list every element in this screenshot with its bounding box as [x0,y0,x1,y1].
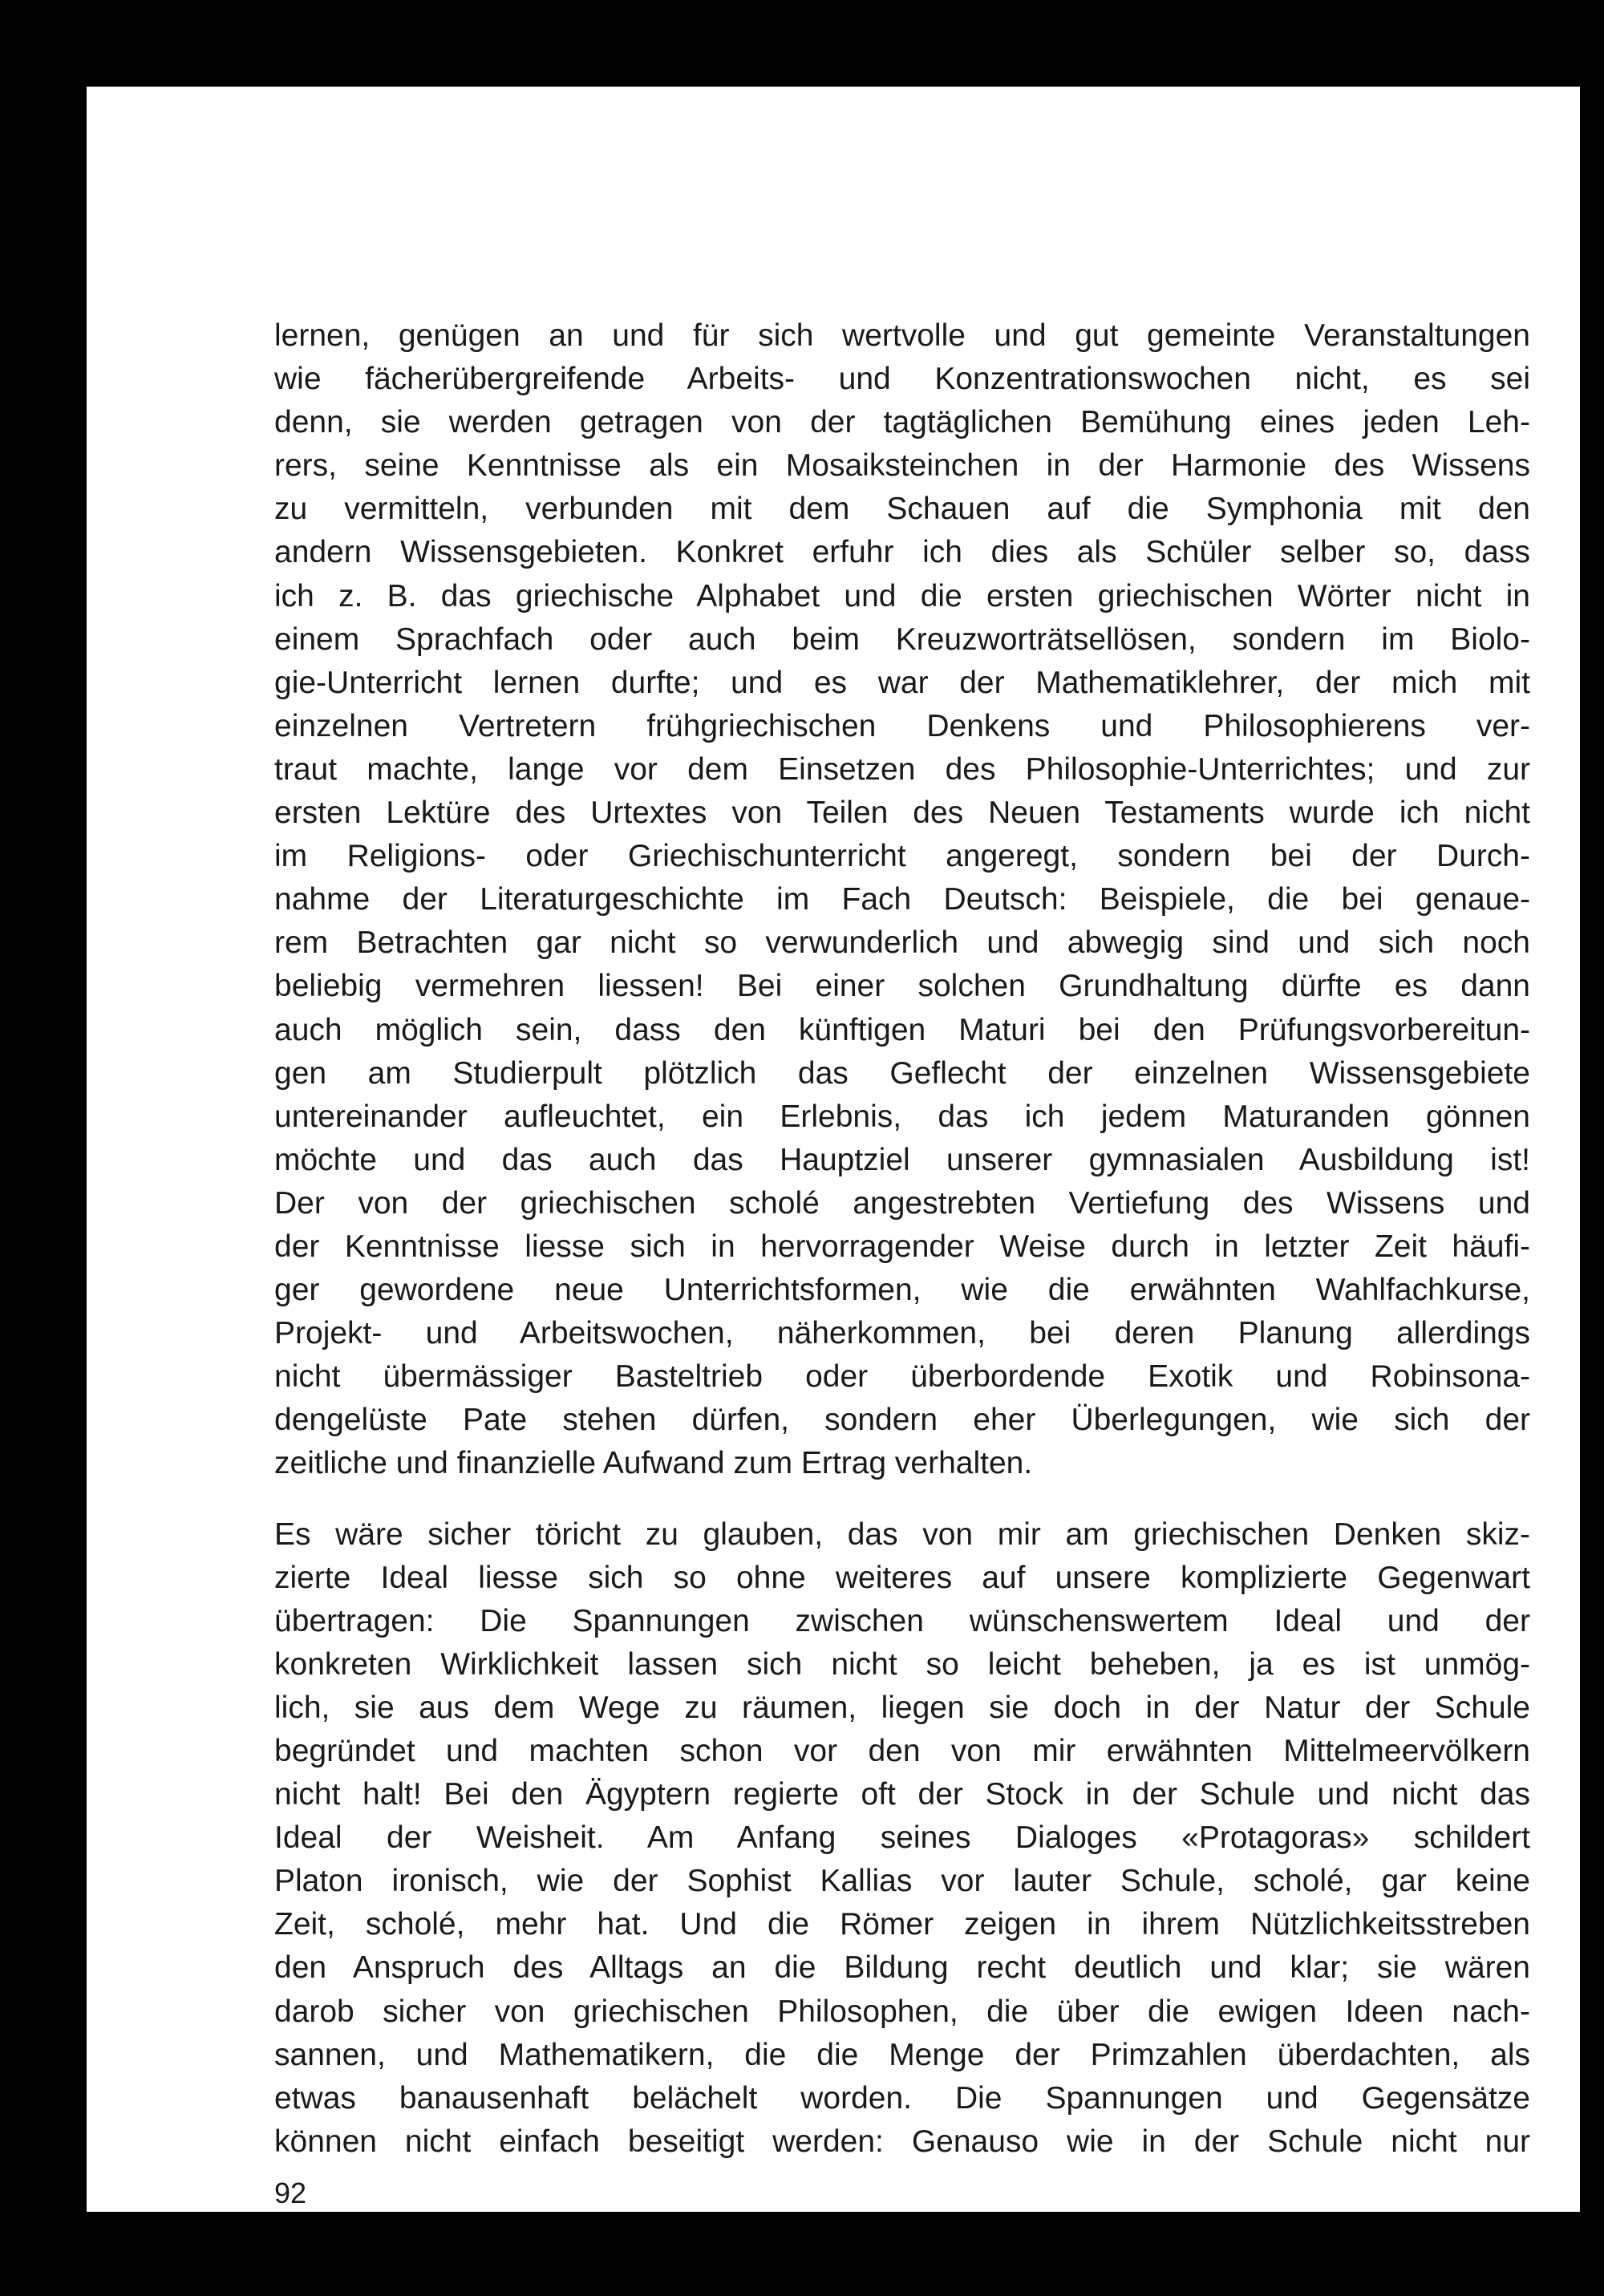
text-line: rem Betrachten gar nicht so verwunderlich und abwegig sind und sich noch [274,925,1530,961]
paragraph-1 [274,314,1530,1486]
text-line: möchte und das auch das Hauptziel unserer gymnasialen Ausbildung ist! [274,1142,1530,1177]
paragraph-gap [274,1486,1530,1513]
paragraph-2 [274,1513,1530,2164]
text-line: den Anspruch des Alltags an die Bildung recht deutlich und klar; sie wären [274,1950,1530,1986]
text-line: wie fächerübergreifende Arbeits- und Konzentrationswochen nicht, es sei [274,362,1530,397]
text-line: können nicht einfach beseitigt werden: Genauso wie in der Schule nicht nur [274,2124,1530,2159]
text-line: lich, sie aus dem Wege zu räumen, liegen sie doch in der Natur der Schule [274,1690,1530,1725]
text-line: der Kenntnisse liesse sich in hervorragender Weise durch in letzter Zeit häufi- [274,1229,1530,1264]
text-line: übertragen: Die Spannungen zwischen wünschenswertem Ideal und der [274,1603,1530,1638]
text-line: ger gewordene neue Unterrichtsformen, wie die erwähnten Wahlfachkurse, [274,1273,1530,1308]
text-line: Projekt- und Arbeitswochen, näherkommen, bei deren Planung allerdings [274,1316,1530,1351]
text-line: konkreten Wirklichkeit lassen sich nicht so leicht beheben, ja es ist unmög- [274,1646,1530,1682]
text-line: denn, sie werden getragen von der tagtäglichen Bemühung eines jeden Leh- [274,405,1530,440]
text-line: zu vermitteln, verbunden mit dem Schauen auf die Symphonia mit den [274,492,1530,527]
text-line: Zeit, scholé, mehr hat. Und die Römer zeigen in ihrem Nützlichkeitsstreben [274,1907,1530,1942]
text-line: auch möglich sein, dass den künftigen Maturi bei den Prüfungsvorbereitun- [274,1012,1530,1047]
body-text [274,314,1530,2164]
text-line: andern Wissensgebieten. Konkret erfuhr ich dies als Schüler selber so, dass [274,535,1530,570]
text-line: Es wäre sicher töricht zu glauben, das von mir am griechischen Denken skiz- [274,1516,1530,1552]
text-line: nahme der Literaturgeschichte im Fach Deutsch: Beispiele, die bei genaue- [274,882,1530,917]
text-line: untereinander aufleuchtet, ein Erlebnis, das ich jedem Maturanden gönnen [274,1099,1530,1134]
text-line: traut machte, lange vor dem Einsetzen des Philosophie-Unterrichtes; und zur [274,751,1530,787]
text-line: zierte Ideal liesse sich so ohne weiteres auf unsere komplizierte Gegenwart [274,1560,1530,1595]
text-line: lernen, genügen an und für sich wertvolle und gut gemeinte Veranstaltungen [274,318,1530,353]
text-line: rers, seine Kenntnisse als ein Mosaiksteinchen in der Harmonie des Wissens [274,448,1530,484]
text-line: ersten Lektüre des Urtextes von Teilen des Neuen Testaments wurde ich nicht [274,796,1530,831]
text-line: sannen, und Mathematikern, die die Menge der Primzahlen überdachten, als [274,2037,1530,2072]
text-line: nicht halt! Bei den Ägyptern regierte oft der Stock in der Schule und nicht das [274,1777,1530,1812]
text-line: Der von der griechischen scholé angestrebten Vertiefung des Wissens und [274,1185,1530,1221]
text-line: gen am Studierpult plötzlich das Geflecht der einzelnen Wissensgebiete [274,1055,1530,1091]
text-line: begründet und machten schon vor den von mir erwähnten Mittelmeervölkern [274,1734,1530,1768]
text-line: gie-Unterricht lernen durfte; und es war der Mathematiklehrer, der mich mit [274,665,1530,700]
page-number: 92 [274,2177,307,2209]
text-line: nicht übermässiger Basteltrieb oder überbordende Exotik und Robinsona- [274,1359,1530,1395]
text-line: beliebig vermehren liessen! Bei einer solchen Grundhaltung dürfte es dann [274,969,1530,1004]
text-line: zeitliche und finanzielle Aufwand zum Ertrag verhalten. [274,1446,1033,1481]
scanned-page [87,87,1580,2212]
text-line: Ideal der Weisheit. Am Anfang seines Dialoges «Protagoras» schildert [274,1820,1530,1856]
text-line: ich z. B. das griechische Alphabet und die ersten griechischen Wörter nicht in [274,578,1530,613]
text-line: dengelüste Pate stehen dürfen, sondern eher Überlegungen, wie sich der [274,1403,1530,1438]
text-line: etwas banausenhaft belächelt worden. Die Spannungen und Gegensätze [274,2080,1530,2116]
text-line: Platon ironisch, wie der Sophist Kallias vor lauter Schule, scholé, gar keine [274,1864,1530,1899]
text-line: einem Sprachfach oder auch beim Kreuzworträtsellösen, sondern im Biolo- [274,622,1530,657]
text-line: einzelnen Vertretern frühgriechischen Denkens und Philosophierens ver- [274,708,1530,743]
text-line: darob sicher von griechischen Philosophen, die über die ewigen Ideen nach- [274,1994,1530,2029]
text-line: im Religions- oder Griechischunterricht angeregt, sondern bei der Durch- [274,839,1530,874]
